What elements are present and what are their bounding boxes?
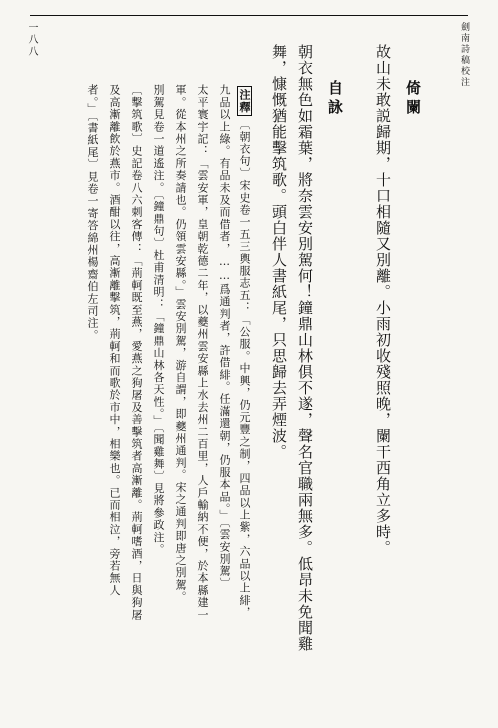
notes-line-5: 別駕見卷一道遙注。〔鐘鼎句〕杜甫清明：「鐘鼎山林各天性。」〔聞雞舞〕見將參政注。 <box>152 84 165 556</box>
notes-line-8: 者。」〔書紙尾〕見卷一寄答綿州楊齋伯左司注。 <box>86 84 99 342</box>
poem1-line-1: 故山未敢説歸期，十口相隨又別離。小雨初收殘照晚，闌干西角立多時。 <box>374 44 392 556</box>
notes-line-3: 太平寰宇記：「雲安軍，皇朝乾德二年，以夔州雲安縣上水去州二百里，人戶輸納不便，於本縣建一 <box>196 84 209 621</box>
poem2-line-2: 舞，慷慨猶能擊筑歌。頭白伴人書紙尾，只思歸去弄煙波。 <box>270 44 288 460</box>
top-rule <box>30 15 468 16</box>
notes-column-1 <box>237 84 252 619</box>
poem2-line-1: 朝衣無色如霜葉，將奈雲安別駕何！鐘鼎山林俱不遂，聲名官職兩無多。低昂未免聞雞 <box>296 44 314 652</box>
notes-line-2: 九品以上綠。有品未及而借者，……爲通判者，許借緋。任滿還朝，仍服本品。」〔雲安別駕〕 <box>218 84 231 590</box>
notes-line-4: 軍。從本州之所奏請也。仍領雲安縣。」雲安別駕，游自謂，即夔州通判。宋之通判即唐之別駕。 <box>174 84 187 604</box>
notes-line-1: 〔朝衣句〕宋史卷一五三輿服志五：「公服。中興，仍元豐之制，四品以上紫，六品以上緋， <box>238 118 251 619</box>
poem2-title: 自詠 <box>326 80 344 118</box>
notes-label: 注釋 <box>237 86 252 116</box>
book-title-header: 劍南詩稿校注 <box>459 22 469 88</box>
poem1-title: 倚闌 <box>404 80 422 118</box>
page-number: 一八八 <box>26 22 37 58</box>
notes-line-7: 及高漸離飲於燕市。酒酣以往，高漸離擊筑，荊軻和而歌於市中，相樂也。已而相泣，旁若無人 <box>108 84 121 597</box>
notes-line-6: 〔擊筑歌〕史記卷八六刺客傳：「荊軻既至燕，愛燕之狗屠及善擊筑者高漸離。荊軻嗜酒，日與狗屠 <box>130 84 143 621</box>
